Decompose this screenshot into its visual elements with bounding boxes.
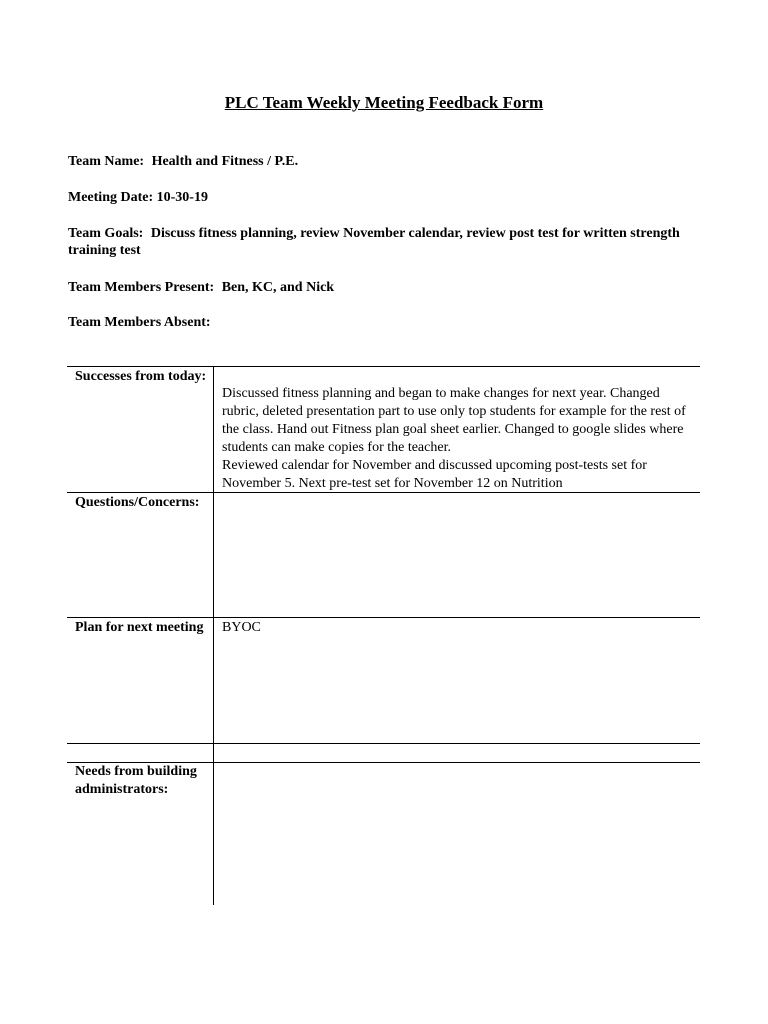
meeting-date-field xyxy=(68,189,708,206)
table-row-divider xyxy=(67,617,700,618)
successes-label: Successes from today: xyxy=(75,369,207,384)
meeting-date-label: Meeting Date: xyxy=(68,190,154,205)
table-top-border xyxy=(67,366,700,367)
team-name-value: Health and Fitness / P.E. xyxy=(151,154,299,169)
meeting-date-value: 10-30-19 xyxy=(156,190,208,205)
form-title: PLC Team Weekly Meeting Feedback Form xyxy=(224,93,544,112)
needs-label: Needs from building administrators: xyxy=(75,764,197,797)
questions-label: Questions/Concerns: xyxy=(75,495,200,510)
successes-cell xyxy=(222,385,697,493)
successes-text: Discussed fitness planning and began to make changes for next year. Changed rubric, deleted presentation part to use only top students for example for the rest of the class. Hand out Fitness plan goal sheet earlier. Changed to google slides where students can make copies for the teacher. xyxy=(222,386,686,455)
table-row-divider xyxy=(67,743,700,744)
members-absent-label: Team Members Absent: xyxy=(68,315,211,330)
team-name-field xyxy=(68,153,708,170)
plan-label: Plan for next meeting xyxy=(75,620,204,635)
team-goals-field xyxy=(68,225,683,259)
members-present-field xyxy=(68,279,708,296)
team-goals-label: Team Goals: xyxy=(68,226,144,241)
successes-text-2: Reviewed calendar for November and discussed upcoming post-tests set for November 5. Next pre-test set for November 12 on Nutrition xyxy=(222,458,647,491)
members-present-value: Ben, KC, and Nick xyxy=(221,280,335,295)
team-name-label: Team Name: xyxy=(68,154,145,169)
team-goals-value: Discuss fitness planning, review November calendar, review post test for written strength training test xyxy=(68,226,680,258)
members-absent-field xyxy=(68,314,708,331)
plan-cell: BYOC xyxy=(222,620,261,635)
members-present-label: Team Members Present: xyxy=(68,280,215,295)
